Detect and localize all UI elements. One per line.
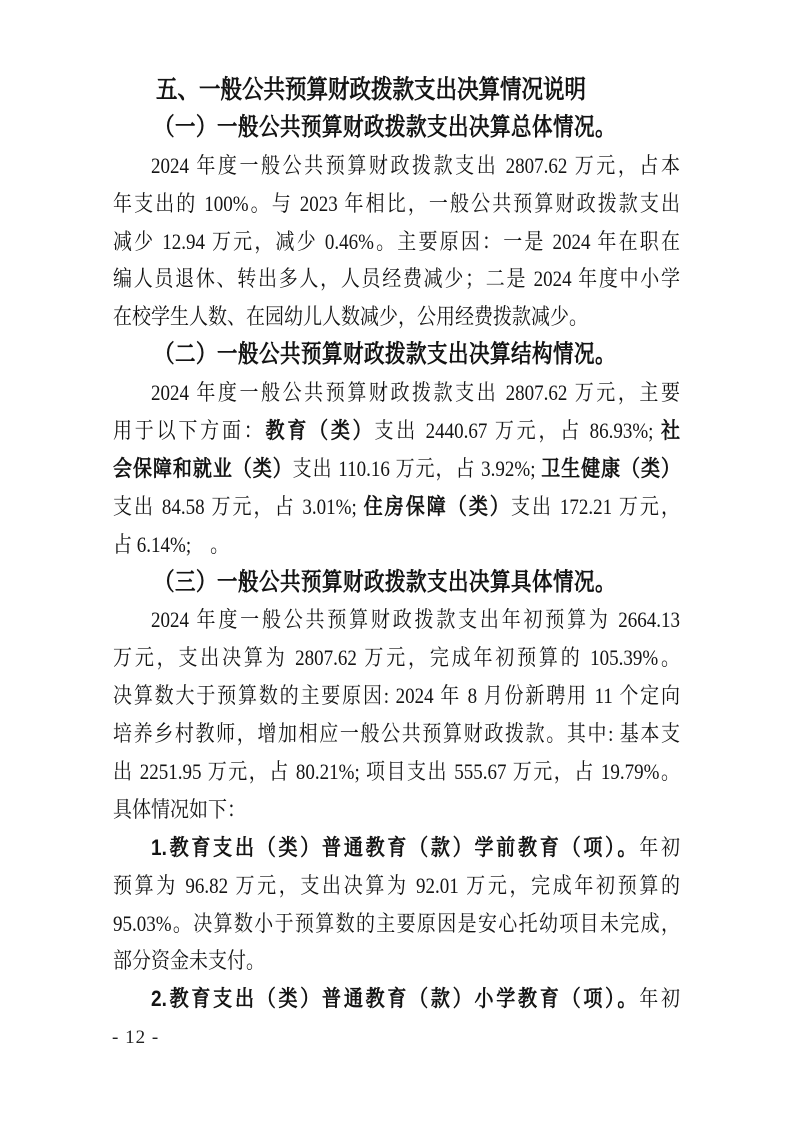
bold-run: 住房保障（类） <box>363 494 511 520</box>
bold-run: 教育（类） <box>265 419 375 444</box>
text-run: 支出 84.58 万元，占 3.01%; <box>113 494 364 520</box>
bold-run: 五、一般公共预算财政拨款支出决算情况说明 <box>156 75 587 104</box>
bold-run: 1.教育支出（类）普通教育（款）学前教育（项）。 <box>151 835 640 861</box>
bold-run: 会保障和就业（类） <box>113 456 293 482</box>
bold-run: 2.教育支出（类）普通教育（款）小学教育（项）。 <box>151 987 640 1013</box>
text-run: 2024 年度一般公共预算财政拨款支出年初预算为 2664.13 <box>151 608 680 634</box>
bold-run: 卫生健康（类） <box>541 456 680 482</box>
text-run: 出 2251.95 万元，占 80.21%; 项目支出 555.67 万元，占 19.79%。 <box>113 760 680 785</box>
text-run: 减少 12.94 万元，减少 0.46%。主要原因：一是 2024 年在职在 <box>113 229 680 255</box>
bold-run: （一）一般公共预算财政拨款支出决算总体情况。 <box>154 114 616 141</box>
text-run: 部分资金未支付。 <box>113 949 266 975</box>
bold-run: （三）一般公共预算财政拨款支出决算具体情况。 <box>154 569 616 596</box>
bold-run: （二）一般公共预算财政拨款支出决算结构情况。 <box>154 342 616 369</box>
text-run: 在校学生人数、在园幼儿人数减少，公用经费拨款减少。 <box>113 305 589 331</box>
text-run: 占 6.14%; 。 <box>113 532 230 558</box>
text-run: 年支出的 100%。与 2023 年相比，一般公共预算财政拨款支出 <box>113 191 680 217</box>
text-run: 2024 年度一般公共预算财政拨款支出 2807.62 万元，占本 <box>151 153 680 179</box>
document-body <box>113 72 680 1019</box>
text-run: 支出 110.16 万元，占 3.92%; <box>292 456 542 482</box>
text-run: 培养乡村教师，增加相应一般公共预算财政拨款。其中: 基本支 <box>113 722 680 747</box>
text-run: 2024 年度一般公共预算财政拨款支出 2807.62 万元，主要 <box>151 381 680 406</box>
text-run: 用于以下方面： <box>113 419 266 444</box>
text-run: 预算为 96.82 万元，支出决算为 92.01 万元，完成年初预算的 <box>113 873 680 899</box>
text-run: 支出 172.21 万元， <box>510 494 680 520</box>
page-number: - 12 - <box>112 1027 160 1048</box>
text-line <box>113 978 680 1023</box>
text-run: 万元，支出决算为 2807.62 万元，完成年初预算的 105.39%。 <box>113 646 680 672</box>
text-run: 编人员退休、转出多人，人员经费减少；二是 2024 年度中小学 <box>113 267 680 293</box>
text-run: 具体情况如下： <box>113 797 247 823</box>
text-run: 决算数大于预算数的主要原因: 2024 年 8 月份新聘用 11 个定向 <box>113 684 680 710</box>
text-run: 年初 <box>639 835 680 861</box>
text-run: 95.03%。决算数小于预算数的主要原因是安心托幼项目未完成， <box>113 911 680 937</box>
bold-run: 社 <box>660 419 680 444</box>
text-run: 年初 <box>639 987 680 1013</box>
text-run: 支出 2440.67 万元，占 86.93%; <box>374 419 661 444</box>
